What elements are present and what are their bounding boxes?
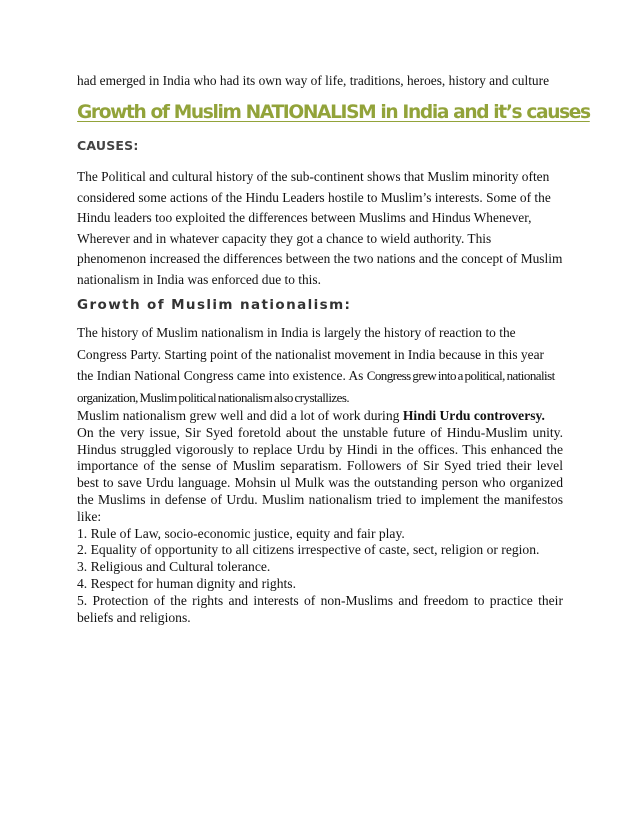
hindi-urdu-paragraph xyxy=(77,408,563,425)
growth-paragraph-part2: Congress grew into a political, nationalist organization, Muslim political nationalism also crystallizes. xyxy=(77,368,555,405)
hindi-urdu-lead: Muslim nationalism grew well and did a lot of work during xyxy=(77,408,400,423)
list-item: 2. Equality of opportunity to all citizens irrespective of caste, sect, religion or region. xyxy=(77,542,540,558)
list-item: 1. Rule of Law, socio-economic justice, equity and fair play. xyxy=(77,525,405,541)
growth-heading: Growth of Muslim nationalism: xyxy=(77,297,352,313)
hindi-urdu-bold: Hindi Urdu controversy. xyxy=(402,408,545,423)
main-heading: Growth of Muslim NATIONALISM in India and it’s causes xyxy=(77,101,590,123)
causes-paragraph: The Political and cultural history of the sub-continent shows that Muslim minority often considered some actions of the Hindu Leaders hostile to Muslim’s interests. Some of the Hindu leaders too exploited the differences between Muslims and Hindus Whenever, Wherever and in whatever capacity they got a chance to wield authority. This phenomenon increased the differences between the two nations and the concept of Muslim nationalism in India was enforced due to this. xyxy=(77,169,563,287)
list-item: 3. Religious and Cultural tolerance. xyxy=(77,559,271,575)
growth-paragraph-part1: The history of Muslim nationalism in India is largely the history of reaction to the Congress Party. Starting point of the nationalist movement in India because in this year the Indian National Congress came into existence. As xyxy=(77,325,544,383)
document-page xyxy=(77,70,590,626)
growth-paragraph xyxy=(77,322,563,408)
sir-syed-paragraph: On the very issue, Sir Syed foretold about the unstable future of Hindu-Muslim unity. Hindus struggled vigorously to replace Urdu by Hindi in the offices. This enhanced the importance of the sense of Muslim separatism. Followers of Sir Syed tried their level best to save Urdu language. Mohsin ul Mulk was the outstanding person who organized the Muslims in defense of Urdu. Muslim nationalism tried to implement the manifestos like: xyxy=(77,424,563,524)
list-item: 5. Protection of the rights and interests of non-Muslims and freedom to practice their beliefs and religions. xyxy=(77,592,563,625)
intro-paragraph: had emerged in India who had its own way of life, traditions, heroes, history and culture xyxy=(77,73,550,88)
manifestos-list xyxy=(77,526,563,627)
causes-heading: CAUSES: xyxy=(77,138,139,153)
list-item: 4. Respect for human dignity and rights. xyxy=(77,575,296,591)
